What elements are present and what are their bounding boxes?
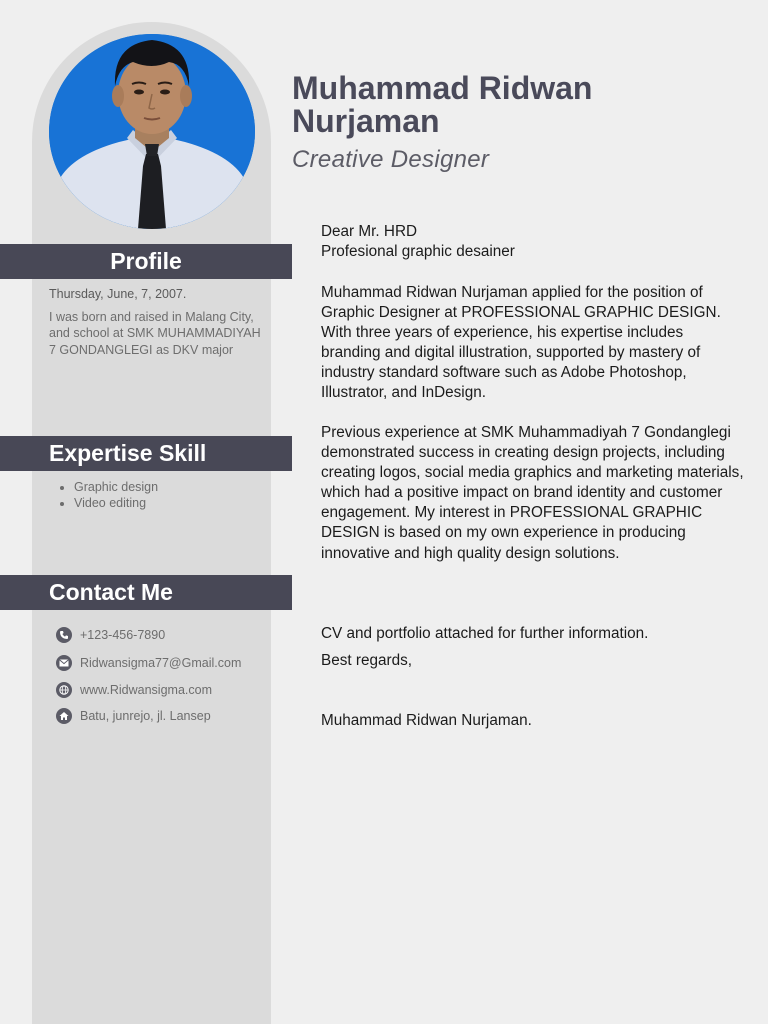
contact-email-text[interactable]: Ridwansigma77@Gmail.com (80, 656, 242, 670)
globe-icon (56, 682, 72, 698)
profile-heading: Profile (110, 248, 182, 274)
email-icon (56, 655, 72, 671)
applicant-name: Muhammad Ridwan Nurjaman (292, 70, 593, 139)
letter-paragraph-2: Previous experience at SMK Muhammadiyah 7 Gondanglegi demonstrated success in creating design projects, including creating logos, social media graphics and marketing materials, which had a positive impact on brand identity and customer engagement. My interest in PROFESSIONAL GRAPHIC DESIGN is based on my own experience in producing innovative and high quality design solutions. (321, 424, 744, 562)
contact-website-text[interactable]: www.Ridwansigma.com (80, 683, 212, 697)
letter-paragraph-1: Muhammad Ridwan Nurjaman applied for the position of Graphic Designer at PROFESSIONAL GRAPHIC DESIGN. With three years of experience, his expertise includes branding and digital illustration, supported by mastery of industry standard software such as Adobe Photoshop, Illustrator, and InDesign. (321, 284, 721, 402)
letter-salutation: Dear Mr. HRD (321, 223, 418, 240)
letter-paragraph-3: CV and portfolio attached for further information. (321, 625, 649, 642)
letter-signature: Muhammad Ridwan Nurjaman. (321, 712, 532, 729)
contact-phone (56, 627, 165, 643)
skill-item: • Video editing (74, 495, 158, 511)
letter-greeting (321, 222, 746, 262)
home-icon (56, 708, 72, 724)
contact-heading: Contact Me (49, 579, 173, 605)
skill-item: • Graphic design (74, 479, 158, 495)
phone-icon (56, 627, 72, 643)
birth-date: Thursday, June, 7, 2007. (49, 287, 187, 301)
applicant-role: Creative Designer (292, 146, 490, 173)
contact-address-text: Batu, junrejo, jl. Lansep (80, 709, 211, 723)
contact-email (56, 655, 241, 671)
letter-closing: Best regards, (321, 652, 412, 669)
contact-heading-bar (0, 575, 292, 610)
profile-photo (49, 34, 255, 229)
profile-heading-bar (0, 244, 292, 279)
contact-address (56, 708, 211, 724)
contact-phone-text: +123-456-7890 (80, 628, 166, 642)
profile-bio: I was born and raised in Malang City, and school at SMK MUHAMMADIYAH 7 GONDANGLEGI as DKV major (49, 310, 261, 357)
letter-subtitle: Profesional graphic desainer (321, 243, 515, 261)
contact-website (56, 682, 212, 698)
skills-heading: Expertise Skill (49, 440, 207, 466)
skills-heading-bar (0, 436, 292, 471)
skills-list (57, 479, 158, 511)
